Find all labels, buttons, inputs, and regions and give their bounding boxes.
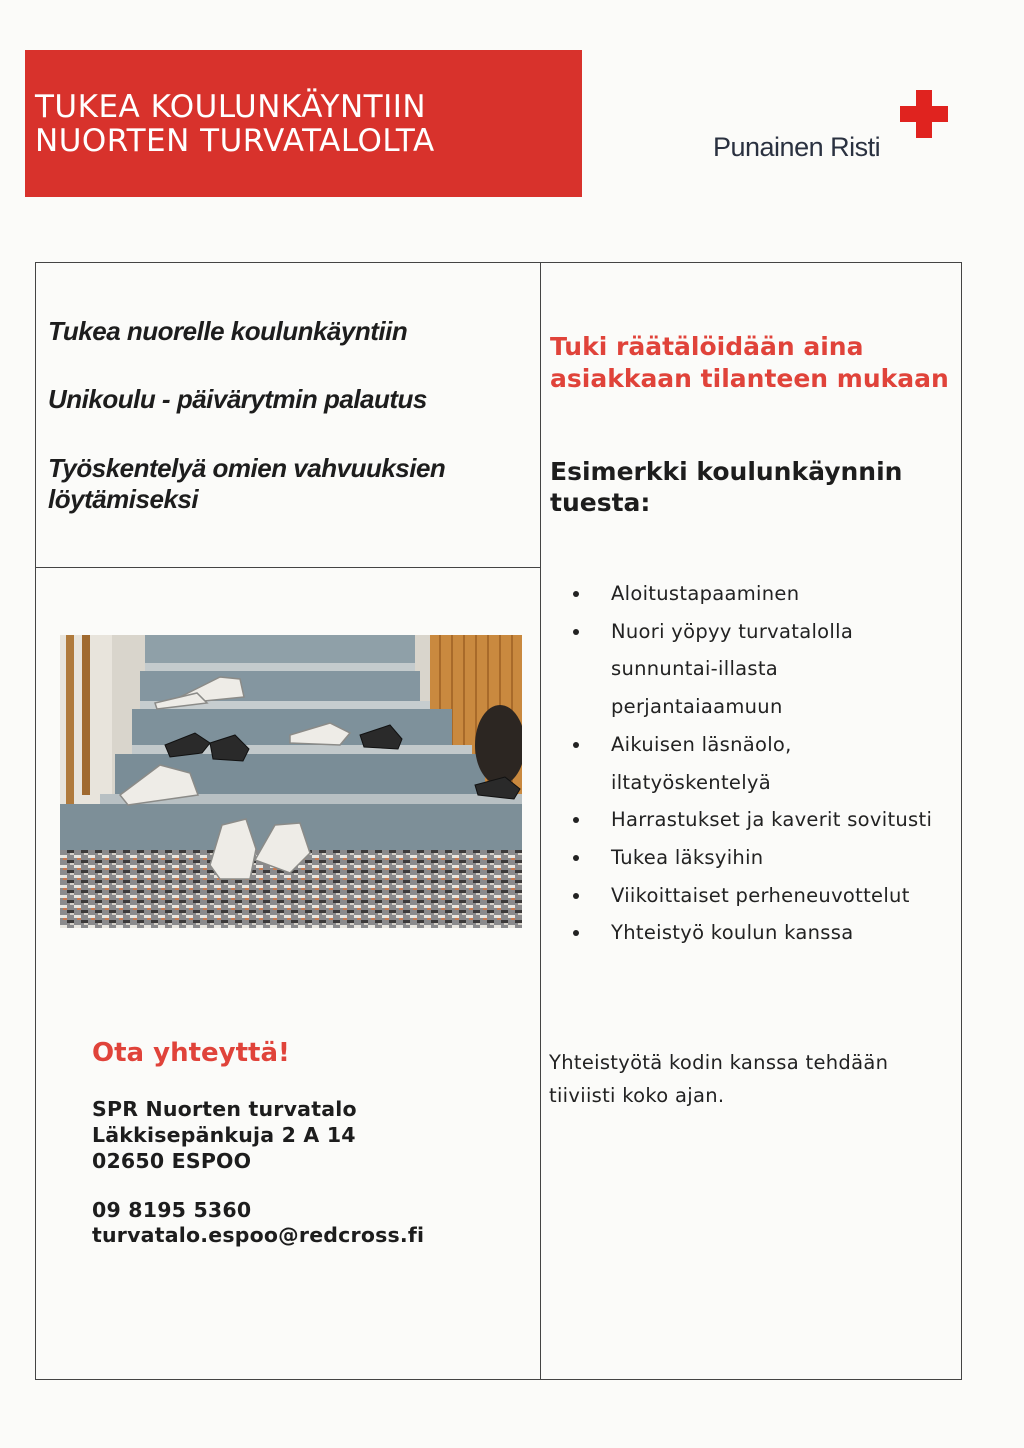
contact-street: Läkkisepänkuja 2 A 14	[92, 1123, 356, 1147]
red-cross-icon	[900, 90, 948, 138]
cooperation-note: Yhteistyötä kodin kanssa tehdään tiiviisti koko ajan.	[549, 1051, 889, 1107]
contact-phone: 09 8195 5360	[92, 1198, 252, 1222]
left-top-divider	[35, 567, 540, 568]
example-heading: Esimerkki koulunkäynnin tuesta:	[550, 457, 903, 517]
contact-title: Ota yhteyttä!	[92, 1038, 290, 1068]
list-item: Tukea läksyihin	[570, 839, 950, 877]
heading-sleep-school: Unikoulu - päivärytmin palautus	[48, 384, 427, 414]
logo-text: Punainen Risti	[713, 132, 881, 162]
list-item: Harrastukset ja kaverit sovitusti	[570, 801, 950, 839]
list-item: Nuori yöpyy turvatalolla sunnuntai-illasta perjantaiaamuun	[570, 613, 950, 726]
list-item: Aloitustapaaminen	[570, 575, 950, 613]
support-list	[570, 575, 950, 952]
banner-title-line-1: TUKEA KOULUNKÄYNTIIN	[35, 89, 427, 125]
tailored-support-heading: Tuki räätälöidään aina asiakkaan tilanteen mukaan	[550, 332, 949, 393]
stairs-shoes-photo	[60, 635, 522, 928]
heading-school-support: Tukea nuorelle koulunkäyntiin	[48, 316, 408, 346]
title-banner	[25, 50, 582, 197]
contact-city: 02650 ESPOO	[92, 1149, 252, 1173]
list-item: Aikuisen läsnäolo, iltatyöskentelyä	[570, 726, 950, 801]
contact-name: SPR Nuorten turvatalo	[92, 1097, 357, 1121]
list-item: Viikoittaiset perheneuvottelut	[570, 877, 950, 915]
banner-title-line-2: NUORTEN TURVATALOLTA	[35, 123, 435, 159]
contact-email[interactable]: turvatalo.espoo@redcross.fi	[92, 1223, 425, 1247]
column-divider	[540, 262, 541, 1380]
heading-strengths: Työskentelyä omien vahvuuksien löytämiseksi	[48, 453, 446, 514]
list-item: Yhteistyö koulun kanssa	[570, 914, 950, 952]
